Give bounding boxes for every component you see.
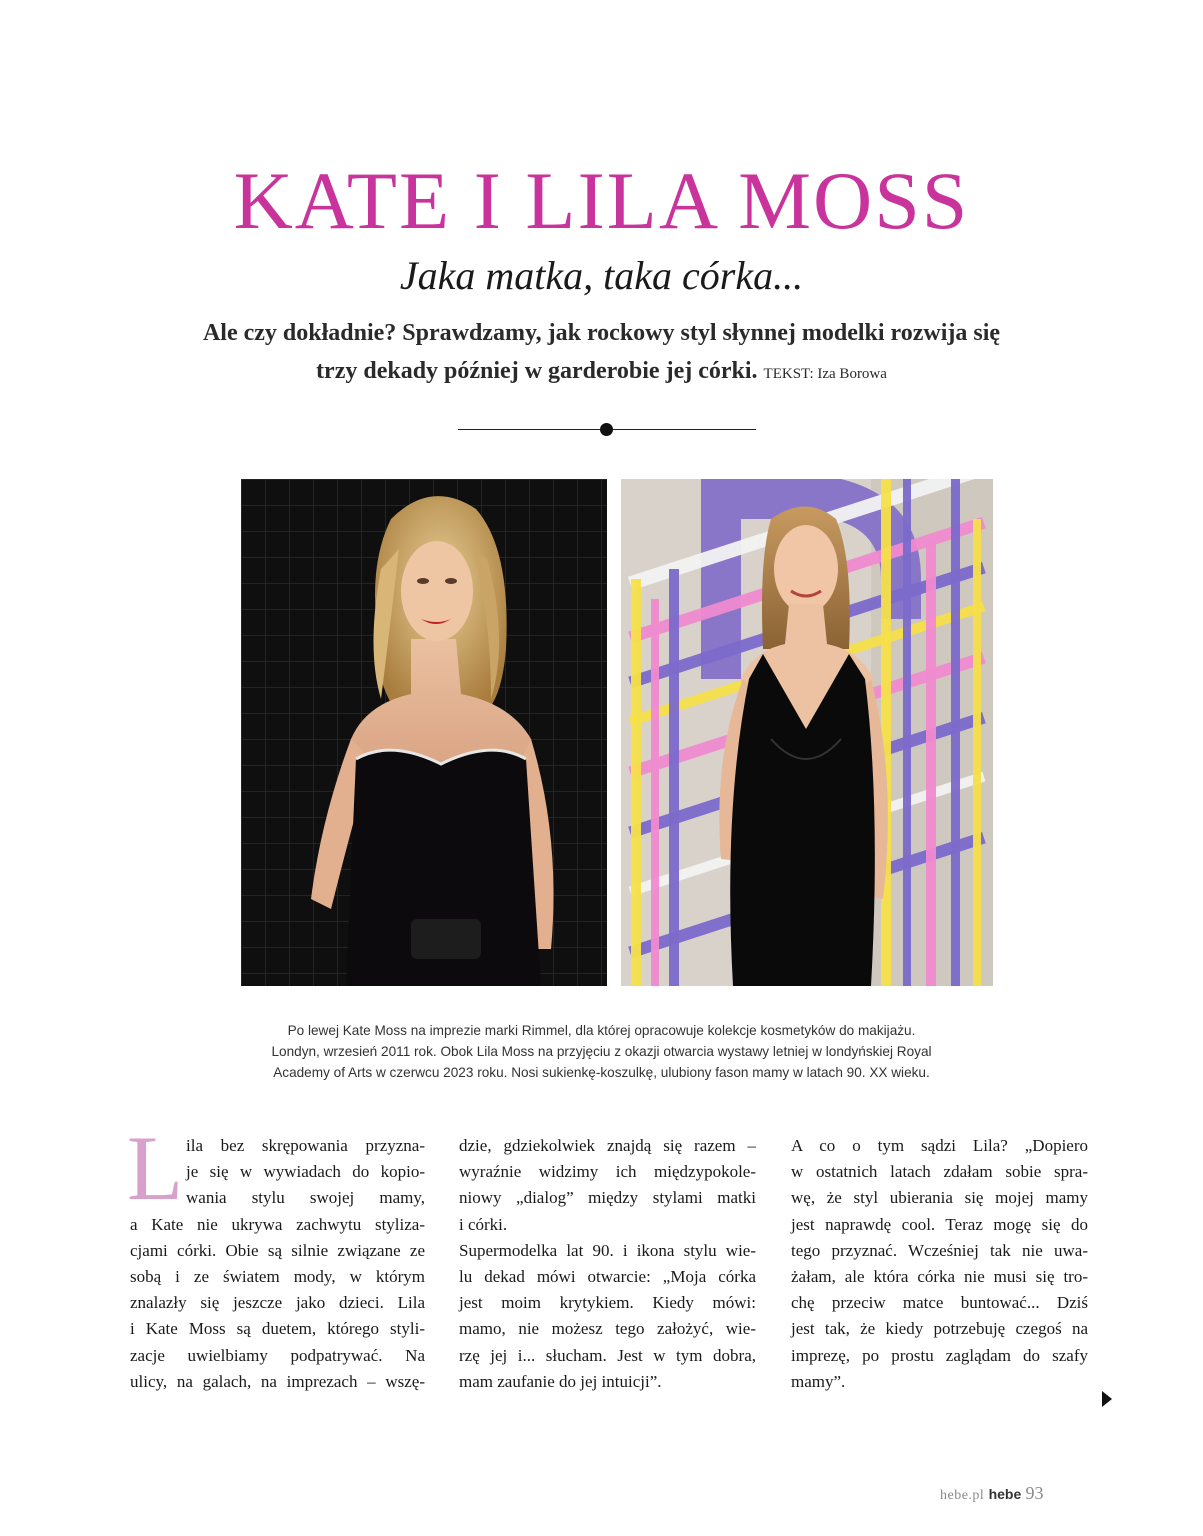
drop-cap: L [127,1117,184,1219]
text-line: lu dekad mówi otwarcie: „Moja córka [459,1267,756,1287]
text-line: i Kate Moss są duetem, którego styli- [130,1319,425,1339]
lead-line-2-text: trzy dekady później w garderobie jej córki. [316,358,758,384]
divider-dot [600,423,613,436]
text-line: jest moim krytykiem. Kiedy mówi: [459,1293,756,1313]
page-number: 93 [1025,1483,1044,1503]
text-line: A co o tym sądzi Lila? „Dopiero [791,1136,1088,1155]
caption-line-2: Londyn, wrzesień 2011 rok. Obok Lila Moss na przyjęciu z okazji otwarcia wystawy letniej w londyńskiej Royal [271,1044,932,1059]
text-line: wania stylu swojej mamy, [186,1188,425,1208]
text-line: je się w wywiadach do kopio- [186,1162,425,1182]
text-line: cjami córki. Obie są silnie związane ze [130,1240,425,1260]
text-line: niowy „dialog” między stylami matki [459,1188,756,1208]
page-footer [940,1483,1090,1504]
lead-line-2 [150,352,1053,393]
text-line: jest tak, że kiedy potrzebuję czegoś na [791,1319,1088,1339]
text-line: wyraźnie widzimy ich międzypokole- [459,1162,756,1182]
subtitle: Jaka matka, taka córka... [399,253,804,298]
text-line: mam zaufanie do jej intuicji”. [459,1371,662,1391]
text-line: rzę jej i... słucham. Jest w tym dobra, [459,1345,756,1365]
text-line: tego przyznać. Wcześniej tak nie uwa- [791,1240,1088,1260]
photo-caption [200,1020,1003,1083]
footer-brand-logo: hebe [988,1486,1022,1502]
text-line: dzie, gdziekolwiek znajdą się razem – [459,1136,756,1155]
credit-author: Iza Borowa [817,366,887,382]
photo-lila-moss [621,479,993,986]
lead-line-1: Ale czy dokładnie? Sprawdzamy, jak rockowy styl słynnej modelki rozwija się [202,320,1001,346]
photo-kate-moss [241,479,607,986]
author-credit [764,366,887,382]
text-line: mamy”. [791,1371,846,1391]
article-column-2 [459,1133,756,1395]
text-line: jest naprawdę cool. Teraz mogę się do [791,1214,1088,1234]
text-line: Supermodelka lat 90. i ikona stylu wie- [459,1240,756,1260]
text-line: w ostatnich latach zdałam sobie spra- [791,1162,1088,1182]
footer-site: hebe.pl [940,1488,985,1503]
caption-line-3: Academy of Arts w czerwcu 2023 roku. Nosi sukienkę-koszulkę, ulubiony fason mamy w latach 90. XX wieku. [273,1065,930,1080]
text-line: wę, że styl ubierania się mojej mamy [791,1188,1088,1208]
text-line: ila bez skrępowania przyzna- [186,1136,425,1155]
text-line: znalazły się jeszcze jako dzieci. Lila [130,1293,425,1313]
photo-lila-moss-image [621,479,993,986]
text-line: mamo, nie możesz tego założyć, wie- [459,1319,756,1339]
article-column-1 [130,1133,425,1395]
text-line: sobą i ze światem mody, w którym [130,1267,425,1287]
page-title: KATE I LILA MOSS [233,155,970,246]
article-column-3 [791,1133,1088,1395]
photo-kate-moss-image [241,479,607,986]
text-line: imprezę, po prostu zaglądam do szafy [791,1345,1088,1365]
text-line: żałam, ale która córka nie musi się tro- [791,1267,1088,1287]
caption-line-1: Po lewej Kate Moss na imprezie marki Rimmel, dla której opracowuje kolekcje kosmetyków do makijażu. [287,1023,916,1038]
lead-paragraph [150,314,1053,393]
text-line: chę przeciw matce buntować... Dziś [791,1293,1088,1313]
credit-label: TEKST: [763,366,814,382]
text-line: zacje uwielbiamy podpatrywać. Na [130,1345,425,1365]
continue-arrow-icon [1102,1391,1112,1407]
text-line: a Kate nie ukrywa zachwytu styliza- [130,1214,425,1234]
text-line: ulicy, na galach, na imprezach – wszę- [130,1371,425,1391]
text-line: i córki. [459,1214,508,1234]
